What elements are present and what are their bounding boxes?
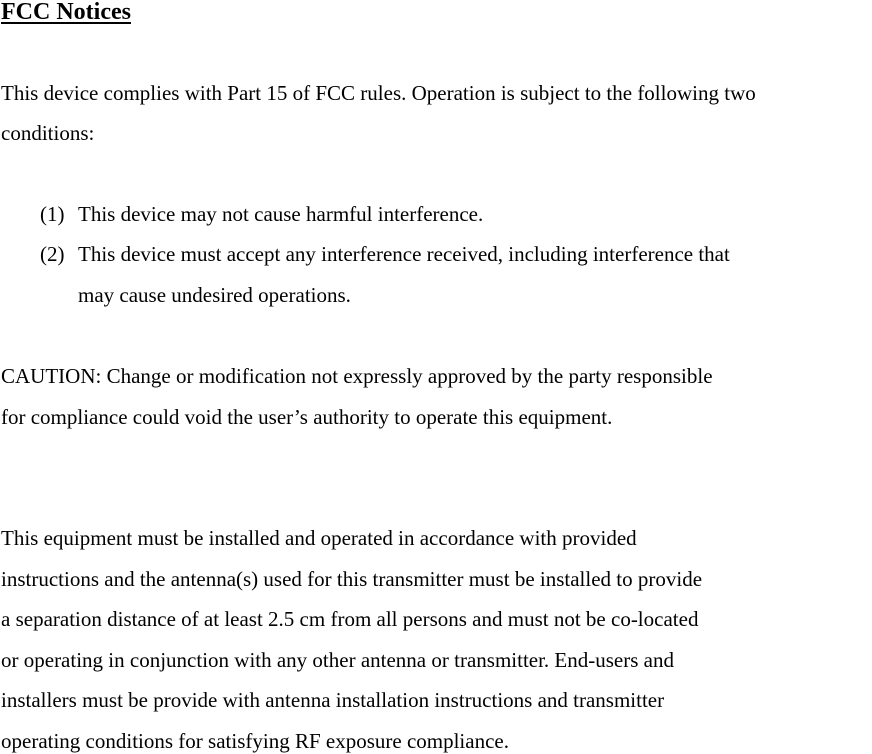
intro-line-1: This device complies with Part 15 of FCC rules. Operation is subject to the following two xyxy=(1,81,756,105)
caution-line-2: for compliance could void the user’s authority to operate this equipment. xyxy=(1,405,613,429)
caution-line-1: CAUTION: Change or modification not expressly approved by the party responsible xyxy=(1,364,713,388)
condition-number: (2) xyxy=(40,242,65,266)
condition-text: This device must accept any interference received, including interference that xyxy=(78,242,730,266)
rf-exposure-line-3: a separation distance of at least 2.5 cm from all persons and must not be co-located xyxy=(1,607,699,631)
rf-exposure-line-5: installers must be provide with antenna installation instructions and transmitter xyxy=(1,688,665,712)
rf-exposure-line-6: operating conditions for satisfying RF exposure compliance. xyxy=(1,729,509,753)
condition-text: This device may not cause harmful interference. xyxy=(78,202,484,226)
condition-text: may cause undesired operations. xyxy=(78,283,351,307)
rf-exposure-line-2: instructions and the antenna(s) used for this transmitter must be installed to provide xyxy=(1,567,703,591)
page-title: FCC Notices xyxy=(1,0,131,25)
rf-exposure-line-1: This equipment must be installed and operated in accordance with provided xyxy=(1,526,637,550)
intro-line-2: conditions: xyxy=(1,121,95,145)
condition-number: (1) xyxy=(40,202,65,226)
rf-exposure-line-4: or operating in conjunction with any other antenna or transmitter. End-users and xyxy=(1,648,674,672)
